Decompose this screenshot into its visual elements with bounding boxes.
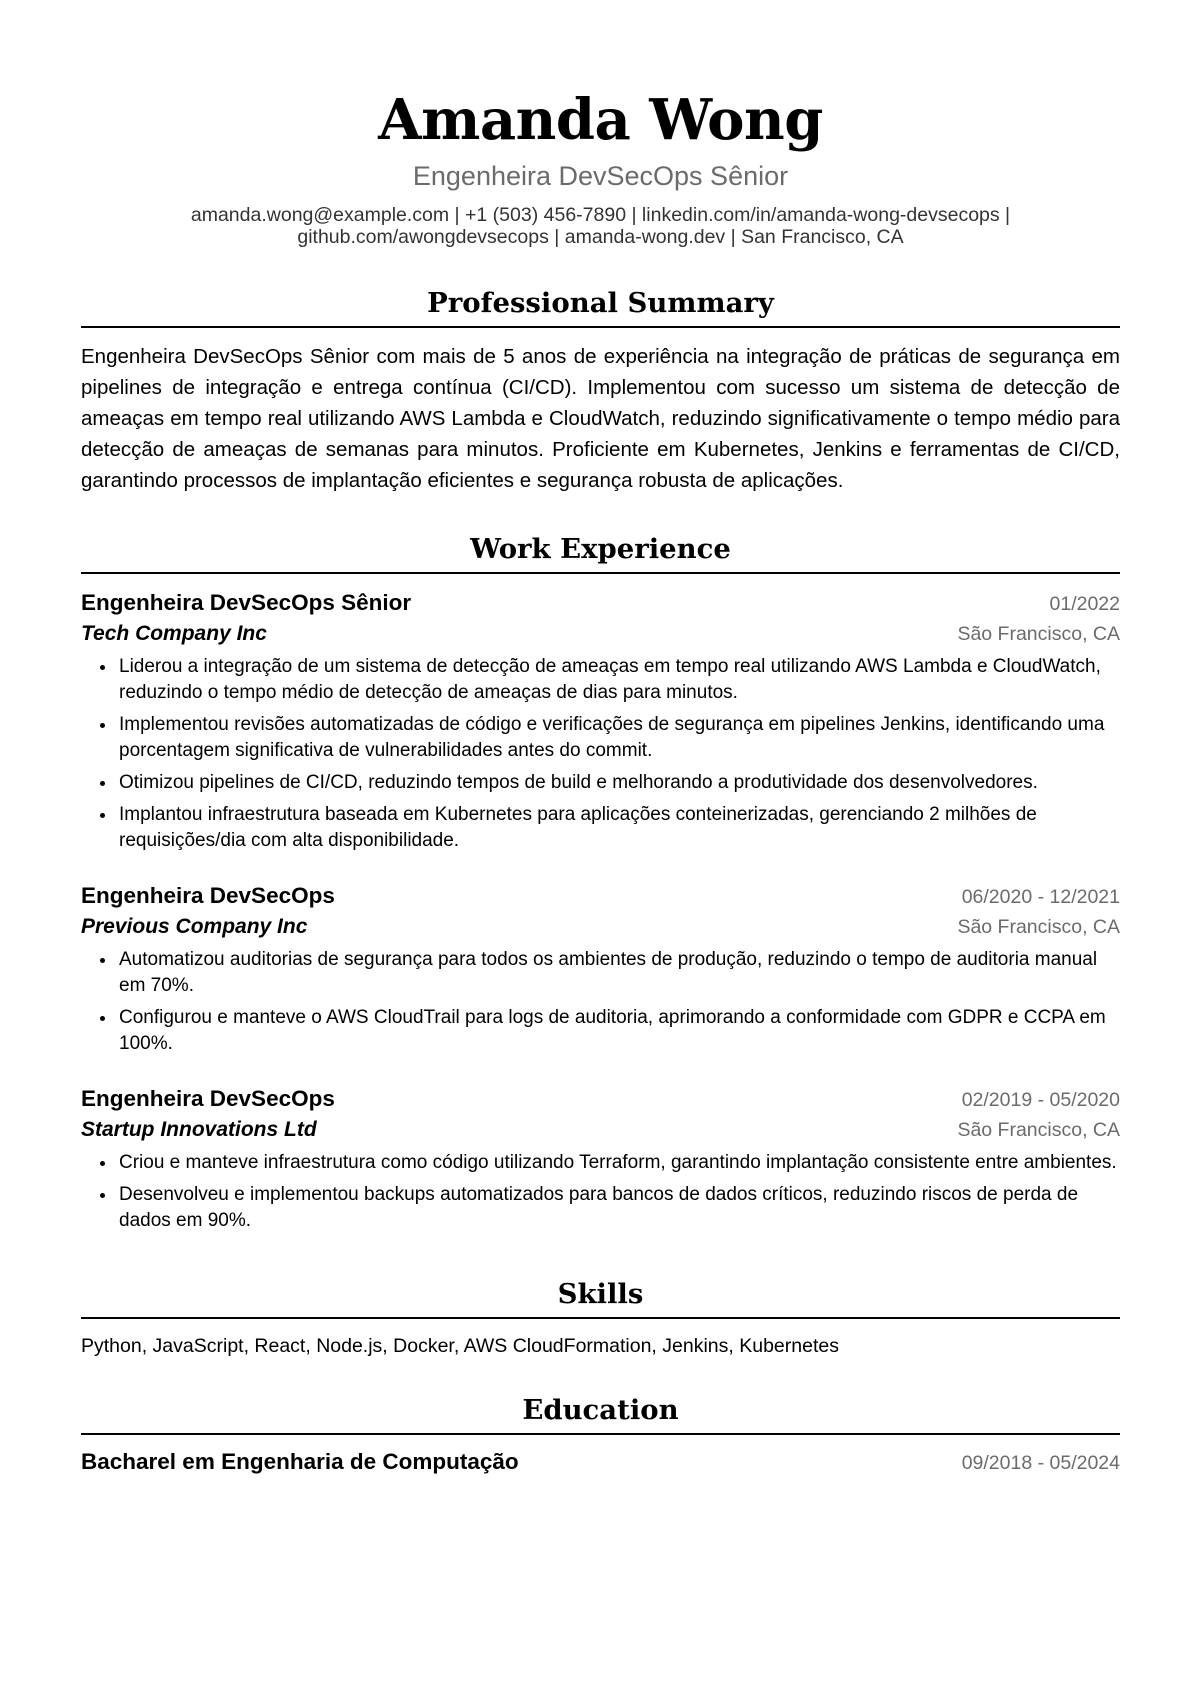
job-header <box>81 881 1120 912</box>
education-heading: Education <box>81 1393 1120 1435</box>
job-bullet: • Criou e manteve infraestrutura como código utilizando Terraform, garantindo implantação consistente entre ambientes. <box>117 1150 1120 1176</box>
job-bullet: • Configurou e manteve o AWS CloudTrail para logs de auditoria, aprimorando a conformidade com GDPR e CCPA em 100%. <box>117 1005 1120 1057</box>
job-bullets <box>81 947 1120 1057</box>
skills-heading: Skills <box>81 1277 1120 1319</box>
job-bullet: • Desenvolveu e implementou backups automatizados para bancos de dados críticos, reduzindo riscos de perda de dados em 90%. <box>117 1182 1120 1234</box>
job-bullets <box>81 654 1120 854</box>
job-bullets <box>81 1150 1120 1234</box>
summary-heading: Professional Summary <box>81 286 1120 328</box>
job-role: Engenheira DevSecOps <box>81 1086 335 1111</box>
candidate-name: Amanda Wong <box>378 87 823 153</box>
job-role: Engenheira DevSecOps Sênior <box>81 590 412 615</box>
contact-line-2: github.com/awongdevsecops | amanda-wong.dev | San Francisco, CA <box>297 226 904 248</box>
education-date: 09/2018 - 05/2024 <box>961 1452 1120 1474</box>
job-location: São Francisco, CA <box>957 1119 1120 1141</box>
job-bullet: • Otimizou pipelines de CI/CD, reduzindo tempos de build e melhorando a produtividade dos desenvolvedores. <box>117 770 1120 796</box>
job-subheader <box>81 1115 1120 1145</box>
job-bullet: • Liderou a integração de um sistema de detecção de ameaças em tempo real utilizando AWS Lambda e CloudWatch, reduzindo o tempo médio de detecção de ameaças de dias para minutos. <box>117 654 1120 706</box>
job-date: 01/2022 <box>1049 593 1120 615</box>
job-header <box>81 1084 1120 1115</box>
contact-info <box>81 204 1120 248</box>
skills-list: Python, JavaScript, React, Node.js, Docker, AWS CloudFormation, Jenkins, Kubernetes <box>81 1335 839 1357</box>
education-entry <box>81 1447 1120 1478</box>
job-location: São Francisco, CA <box>957 916 1120 938</box>
job-company: Previous Company Inc <box>81 915 308 938</box>
summary-text: Engenheira DevSecOps Sênior com mais de 5 anos de experiência na integração de práticas de segurança em pipelines de integração e entrega contínua (CI/CD). Implementou com sucesso um sistema de detecção de ameaças em tempo real utilizando AWS Lambda e CloudWatch, reduzindo significativamente o tempo médio para detecção de ameaças de semanas para minutos. Proficiente em Kubernetes, Jenkins e ferramentas de CI/CD, garantindo processos de implantação eficientes e segurança robusta de aplicações. <box>81 345 1120 492</box>
job-bullet: • Automatizou auditorias de segurança para todos os ambientes de produção, reduzindo o tempo de auditoria manual em 70%. <box>117 947 1120 999</box>
job-date: 02/2019 - 05/2020 <box>961 1089 1120 1111</box>
job-entry <box>81 881 1120 1057</box>
work-heading: Work Experience <box>81 532 1120 574</box>
resume-page <box>81 0 1120 1478</box>
job-bullet: • Implantou infraestrutura baseada em Kubernetes para aplicações conteinerizadas, gerenciando 2 milhões de requisições/dia com alta disponibilidade. <box>117 802 1120 854</box>
job-header <box>81 588 1120 619</box>
job-subheader <box>81 619 1120 649</box>
job-company: Tech Company Inc <box>81 622 267 645</box>
job-location: São Francisco, CA <box>957 623 1120 645</box>
job-entry <box>81 1084 1120 1234</box>
job-subheader <box>81 912 1120 942</box>
job-role: Engenheira DevSecOps <box>81 883 335 908</box>
contact-line-1: amanda.wong@example.com | +1 (503) 456-7890 | linkedin.com/in/amanda-wong-devsecops | <box>190 204 1011 226</box>
job-bullet: • Implementou revisões automatizadas de código e verificações de segurança em pipelines Jenkins, identificando uma porcentagem significativa de vulnerabilidades antes do commit. <box>117 712 1120 764</box>
candidate-title: Engenheira DevSecOps Sênior <box>412 161 789 191</box>
job-date: 06/2020 - 12/2021 <box>961 886 1120 908</box>
education-degree: Bacharel em Engenharia de Computação <box>81 1449 519 1474</box>
job-company: Startup Innovations Ltd <box>81 1118 317 1141</box>
job-entry <box>81 588 1120 854</box>
